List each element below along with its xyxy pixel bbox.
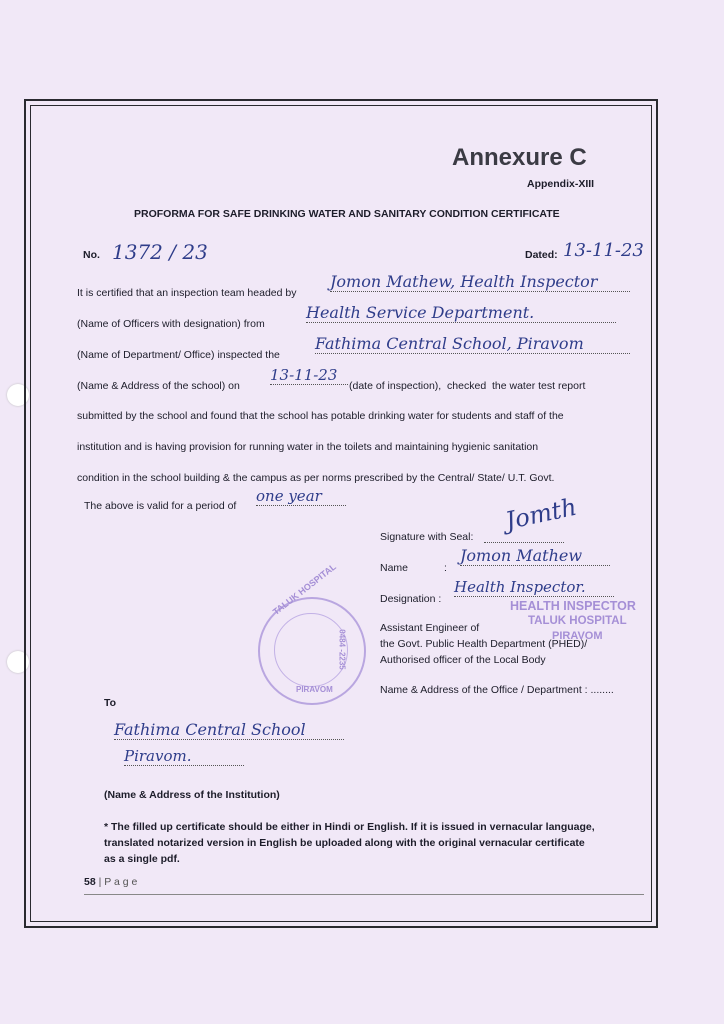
- department-value: Health Service Department.: [306, 303, 616, 323]
- assistant-engineer-line-2: the Govt. Public Health Department (PHED)/: [380, 638, 588, 650]
- assistant-engineer-line-1: Assistant Engineer of: [380, 622, 480, 634]
- footnote-line-2: translated notarized version in English be uploaded along with the original vernacular certificate: [104, 837, 585, 849]
- appendix-label: Appendix-XIII: [527, 178, 595, 190]
- body-line-6: institution and is having provision for running water in the toilets and maintaining hygienic sanitation: [77, 441, 539, 453]
- recipient-line-2: Piravom.: [124, 747, 244, 766]
- stamp-line-3: PIRAVOM: [552, 630, 603, 642]
- certificate-no-value: 1372 / 23: [112, 240, 208, 264]
- recipient-caption: (Name & Address of the Institution): [104, 789, 280, 801]
- designation-label: Designation :: [380, 593, 442, 605]
- signature-label: Signature with Seal:: [380, 531, 474, 543]
- school-prefix: (Name of Department/ Office) inspected the: [77, 349, 280, 361]
- office-address-label: Name & Address of the Office / Department : ........: [380, 684, 614, 696]
- validity-prefix: The above is valid for a period of: [84, 500, 237, 512]
- department-prefix: (Name of Officers with designation) from: [77, 318, 265, 330]
- certificate-title: PROFORMA FOR SAFE DRINKING WATER AND SANITARY CONDITION CERTIFICATE: [134, 208, 560, 220]
- validity-value: one year: [256, 487, 346, 506]
- inspection-team-value: Jomon Mathew, Health Inspector: [330, 272, 630, 292]
- name-colon: :: [444, 562, 447, 574]
- recipient-line-1: Fathima Central School: [114, 720, 344, 740]
- footnote-line-1: * The filled up certificate should be either in Hindi or English. If it is issued in vernacular language,: [104, 821, 595, 833]
- inspection-date-value: 13-11-23: [270, 366, 348, 385]
- name-value: Jomon Mathew: [460, 546, 610, 566]
- hospital-seal: [258, 561, 366, 705]
- seal-top-text: TALUK HOSPITAL: [270, 561, 338, 617]
- school-value: Fathima Central School, Piravom: [315, 334, 630, 354]
- body-line-7: condition in the school building & the campus as per norms prescribed by the Central/ State/ U.T. Govt.: [77, 472, 555, 484]
- annexure-heading: Annexure C: [452, 144, 587, 171]
- seal-bottom-text: PIRAVOM: [296, 685, 333, 694]
- inspection-date-prefix: (Name & Address of the school) on: [77, 380, 240, 392]
- footnote-line-3: as a single pdf.: [104, 853, 180, 865]
- designation-value: Health Inspector.: [454, 578, 614, 597]
- page-number-value: 58: [84, 876, 96, 888]
- signature-scribble: Jomth: [502, 492, 580, 536]
- stamp-line-2: TALUK HOSPITAL: [528, 615, 627, 627]
- signature-line: [484, 542, 564, 543]
- certificate-no-label: No.: [83, 249, 100, 261]
- name-label: Name: [380, 562, 409, 574]
- to-label: To: [104, 697, 117, 709]
- inspection-date-suffix: (date of inspection), checked the water test report: [349, 380, 586, 392]
- dated-value: 13-11-23: [563, 240, 644, 261]
- seal-right-text: 0484 -2235: [337, 629, 347, 670]
- stamp-line-1: HEALTH INSPECTOR: [510, 599, 636, 613]
- inspection-team-prefix: It is certified that an inspection team headed by: [77, 287, 297, 299]
- footer-rule: [84, 894, 644, 895]
- page-number-label: | P a g e: [98, 876, 138, 888]
- page-number: [84, 876, 137, 888]
- dated-label: Dated:: [525, 249, 558, 261]
- assistant-engineer-line-3: Authorised officer of the Local Body: [380, 654, 546, 666]
- body-line-5: submitted by the school and found that the school has potable drinking water for students and staff of the: [77, 410, 564, 422]
